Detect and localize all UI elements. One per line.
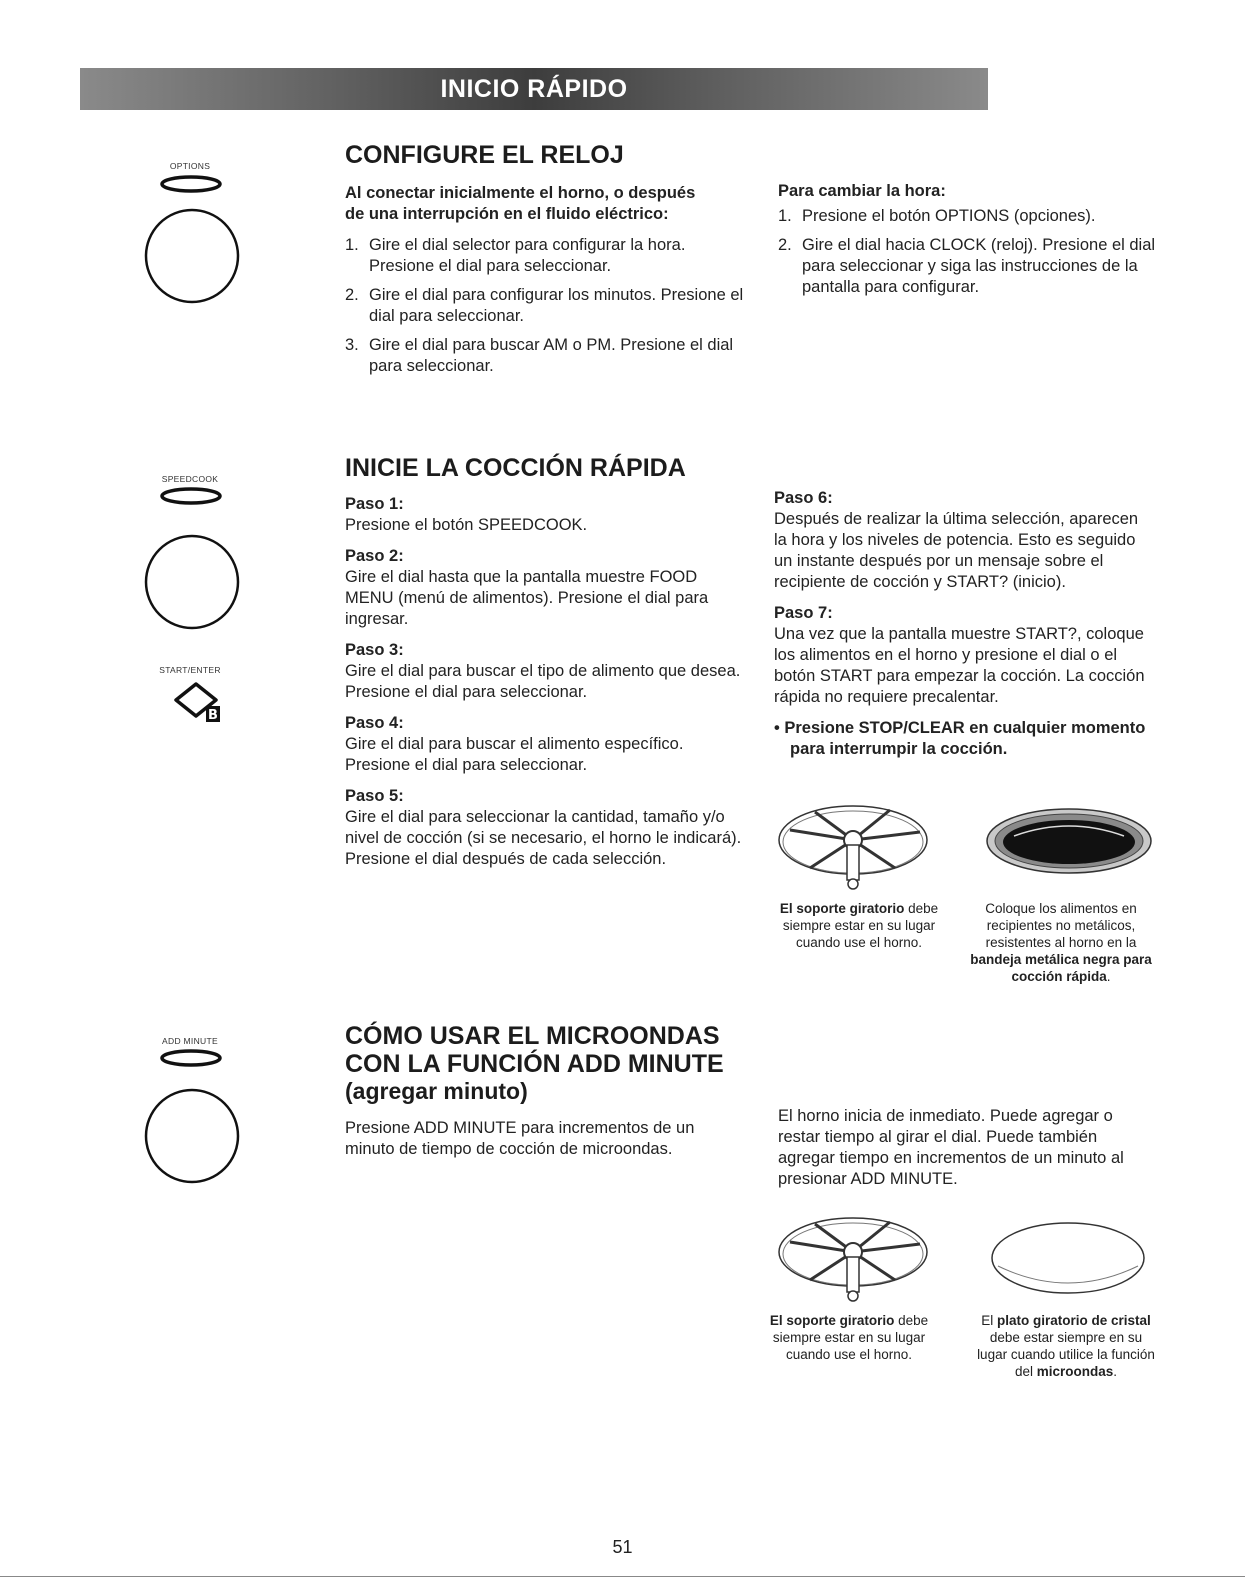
paso-title: Paso 6:	[774, 489, 833, 507]
clock-steps-list	[345, 235, 745, 377]
addminute-title-line2: CON LA FUNCIÓN ADD MINUTE	[345, 1050, 724, 1078]
dial-icon	[142, 1086, 242, 1186]
step-item	[345, 235, 745, 277]
clock-intro: Al conectar inicialmente el horno, o después de una interrupción en el fluido eléctrico:	[345, 184, 696, 223]
paso-title: Paso 3:	[345, 641, 404, 659]
add-minute-label: ADD MINUTE	[162, 1036, 218, 1046]
turntable-support-caption: El soporte giratorio debe siempre estar en su lugar cuando use el horno.	[769, 1313, 929, 1362]
speedcook-steps-right	[774, 488, 1154, 708]
speedcook-steps-left	[345, 494, 745, 870]
paso-text: Presione el botón SPEEDCOOK.	[345, 516, 588, 534]
step-item	[778, 206, 1178, 227]
paso-text: Gire el dial hasta que la pantalla muestre FOOD MENU (menú de alimentos). Presione el dial para ingresar.	[345, 568, 709, 628]
dial-icon	[142, 206, 242, 306]
glass-turntable-illustration	[988, 1218, 1148, 1298]
step-text: Gire el dial para configurar los minutos. Presione el dial para seleccionar.	[369, 286, 744, 325]
paso-title: Paso 4:	[345, 714, 404, 732]
speedcook-title: INICIE LA COCCIÓN RÁPIDA	[345, 454, 686, 482]
step-text: Gire el dial hacia CLOCK (reloj). Presione el dial para seleccionar y siga las instrucciones de la pantalla para configurar.	[802, 236, 1156, 296]
step-number: 3.	[345, 336, 359, 354]
paso-item	[345, 713, 745, 776]
start-enter-label: START/ENTER	[159, 665, 221, 675]
paso-item	[345, 494, 745, 536]
step-text: Presione el botón OPTIONS (opciones).	[802, 207, 1096, 225]
addminute-section	[345, 1022, 765, 1160]
step-number: 2.	[778, 236, 792, 254]
add-minute-button-icon	[158, 1048, 224, 1068]
options-button-icon	[158, 174, 224, 194]
addminute-right-section	[778, 1106, 1153, 1190]
turntable-support-illustration	[770, 800, 940, 895]
paso-item	[774, 488, 1154, 593]
step-item	[345, 335, 745, 377]
speedcook-label: SPEEDCOOK	[161, 474, 219, 484]
clock-title: CONFIGURE EL RELOJ	[345, 141, 624, 169]
stop-clear-note: • Presione STOP/CLEAR en cualquier momento para interrumpir la cocción.	[774, 719, 1146, 758]
step-text: Gire el dial para buscar AM o PM. Presione el dial para seleccionar.	[369, 336, 734, 375]
paso-title: Paso 7:	[774, 604, 833, 622]
start-enter-button-icon	[168, 676, 230, 726]
addminute-right-text: El horno inicia de inmediato. Puede agregar o restar tiempo al girar el dial. Puede también agregar tiempo en incrementos de un minuto al presionar ADD MINUTE.	[778, 1107, 1124, 1188]
glass-turntable-caption: El plato giratorio de cristal debe estar siempre en su lugar cuando utilice la función del microondas.	[977, 1313, 1155, 1379]
clock-section	[345, 141, 745, 385]
paso-item	[345, 546, 745, 630]
paso-text: Gire el dial para buscar el tipo de alimento que desea. Presione el dial para seleccionar.	[345, 662, 741, 701]
step-item	[345, 285, 745, 327]
banner-title: INICIO RÁPIDO	[440, 74, 628, 103]
step-text: Gire el dial selector para configurar la hora. Presione el dial para seleccionar.	[369, 236, 686, 275]
paso-title: Paso 5:	[345, 787, 404, 805]
paso-item	[345, 640, 745, 703]
addminute-left-text: Presione ADD MINUTE para incrementos de un minuto de tiempo de cocción de microondas.	[345, 1119, 695, 1158]
clock-change-section	[778, 181, 1178, 306]
paso-text: Gire el dial para buscar el alimento específico. Presione el dial para seleccionar.	[345, 735, 684, 774]
paso-title: Paso 1:	[345, 495, 404, 513]
paso-item	[774, 603, 1154, 708]
speedcook-tray-illustration	[984, 806, 1154, 876]
step-number: 1.	[345, 236, 359, 254]
options-label: OPTIONS	[169, 161, 211, 171]
svg-text:B: B	[208, 708, 218, 723]
step-number: 2.	[345, 286, 359, 304]
paso-item	[345, 786, 745, 870]
bottom-rule	[0, 1576, 1245, 1577]
paso-text: Una vez que la pantalla muestre START?, coloque los alimentos en el horno y presione el dial o el botón START para empezar la cocción. La cocción rápida no requiere precalentar.	[774, 625, 1145, 706]
clock-change-steps-list	[778, 206, 1178, 298]
turntable-support-caption: El soporte giratorio debe siempre estar en su lugar cuando use el horno.	[779, 901, 939, 950]
paso-text: Gire el dial para seleccionar la cantidad, tamaño y/o nivel de cocción (si se necesario, el horno le indicará). Presione el dial después de cada selección.	[345, 808, 742, 868]
dial-icon	[142, 532, 242, 632]
addminute-title-line3: (agregar minuto)	[345, 1078, 528, 1104]
speedcook-button-icon	[158, 486, 224, 506]
speedcook-steps-right-section	[774, 488, 1154, 760]
paso-text: Después de realizar la última selección, aparecen la hora y los niveles de potencia. Esto es seguido un instante después por un mensaje sobre el recipiente de cocción y START? (inicio).	[774, 510, 1139, 591]
speedcook-section	[345, 454, 745, 880]
step-number: 1.	[778, 207, 792, 225]
addminute-title-line1: CÓMO USAR EL MICROONDAS	[345, 1022, 720, 1050]
header-banner	[80, 68, 988, 110]
page-number: 51	[612, 1537, 633, 1557]
speedcook-tray-caption: Coloque los alimentos en recipientes no metálicos, resistentes al horno en la bandeja metálica negra para cocción rápida.	[970, 901, 1152, 984]
paso-title: Paso 2:	[345, 547, 404, 565]
turntable-support-illustration	[770, 1212, 940, 1307]
step-item	[778, 235, 1178, 298]
clock-change-title: Para cambiar la hora:	[778, 182, 946, 200]
